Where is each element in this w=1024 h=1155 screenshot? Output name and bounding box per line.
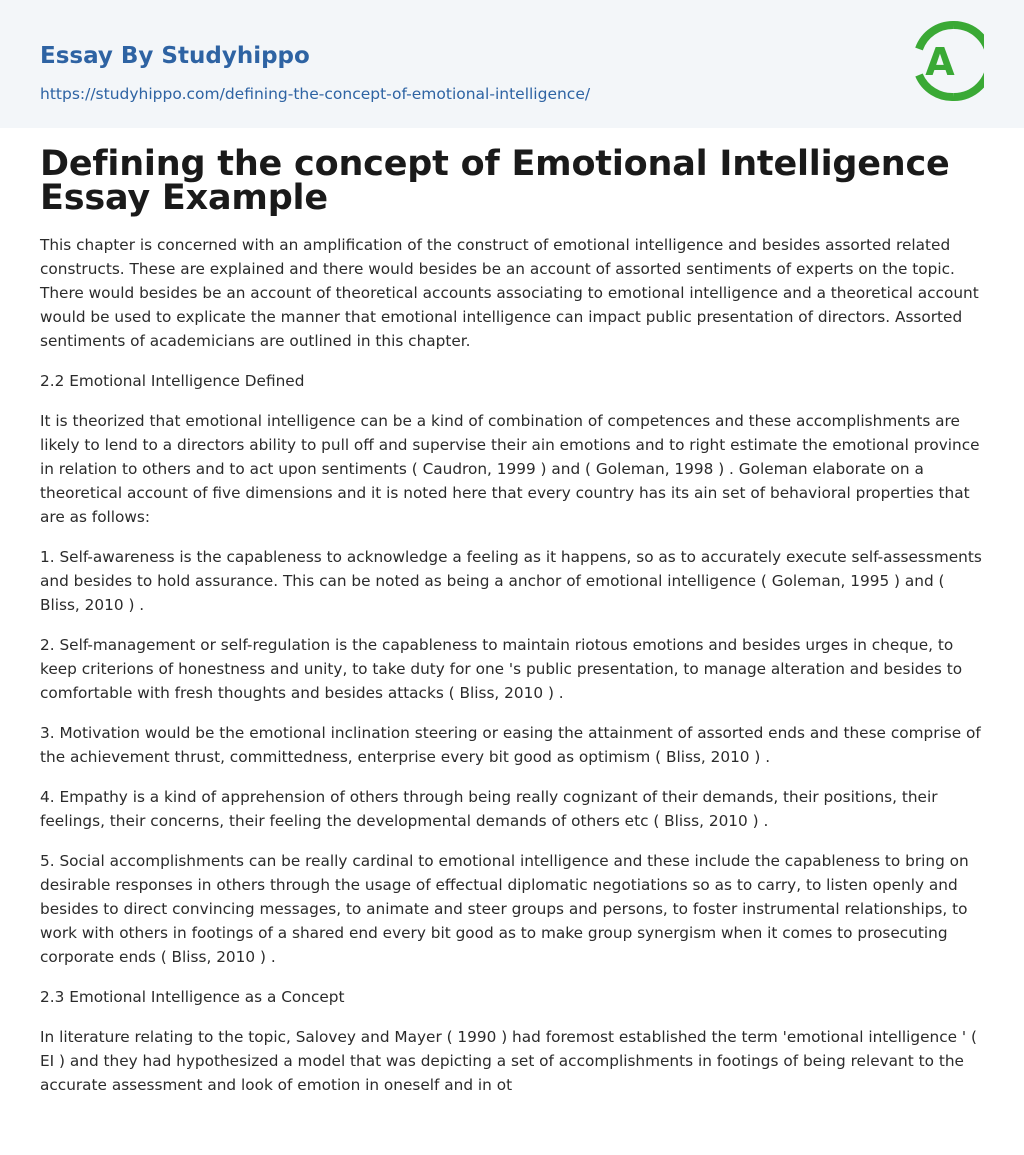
page-title: Defining the concept of Emotional Intelligence Essay Example — [40, 144, 950, 218]
site-title[interactable]: Essay By Studyhippo — [40, 43, 310, 69]
logo-letter: A — [925, 40, 955, 84]
section-heading: 2.2 Emotional Intelligence Defined — [40, 372, 305, 390]
paragraph-intro: This chapter is concerned with an amplification of the construct of emotional intelligence and besides assorted related constructs. These are explained and there would besides be an account of assorted sentiments of experts on the topic. There would besides be an account of theoretical accounts associating to emotional intelligence and a theoretical account would be used to explicate the manner that emotional intelligence can impact public presentation of directors. Assorted sentiments of academicians are outlined in this chapter. — [40, 236, 979, 350]
site-header — [0, 0, 1024, 128]
paragraph: In literature relating to the topic, Salovey and Mayer ( 1990 ) had foremost established the term 'emotional intelligence ' ( EI ) and they had hypothesized a model that was depicting a set of accomplishments in footings of being relevant to the accurate assessment and look of emotion in oneself and in ot — [40, 1028, 977, 1094]
article-body — [0, 128, 1024, 1097]
list-item: 2. Self-management or self-regulation is the capableness to maintain riotous emotions and besides urges in cheque, to keep criterions of honestness and unity, to take duty for one 's public presentation, to manage alteration and besides to comfortable with fresh thoughts and besides attacks ( Bliss, 2010 ) . — [40, 636, 963, 702]
list-item: 3. Motivation would be the emotional inclination steering or easing the attainment of assorted ends and these comprise of the achievement thrust, committedness, enterprise every bit good as optimism ( Bliss, 2010 ) . — [40, 724, 981, 766]
paragraph: It is theorized that emotional intelligence can be a kind of combination of competences and these accomplishments are likely to lend to a directors ability to pull off and supervise their ain emotions and to right estimate the emotional province in relation to others and to act upon sentiments ( Caudron, 1999 ) and ( Goleman, 1998 ) . Goleman elaborate on a theoretical account of five dimensions and it is noted here that every country has its ain set of behavioral properties that are as follows: — [40, 412, 980, 526]
list-item: 1. Self-awareness is the capableness to acknowledge a feeling as it happens, so as to accurately execute self-assessments and besides to hold assurance. This can be noted as being a anchor of emotional intelligence ( Goleman, 1995 ) and ( Bliss, 2010 ) . — [40, 548, 982, 614]
section-heading: 2.3 Emotional Intelligence as a Concept — [40, 988, 345, 1006]
logo-icon[interactable] — [914, 19, 984, 105]
list-item: 5. Social accomplishments can be really cardinal to emotional intelligence and these include the capableness to bring on desirable responses in others through the usage of effectual diplomatic negotiations so as to carry, to listen openly and besides to direct convincing messages, to animate and steer groups and persons, to foster instrumental relationships, to work with others in footings of a shared end every bit good as to make group synergism when it comes to prosecuting corporate ends ( Bliss, 2010 ) . — [40, 852, 969, 966]
list-item: 4. Empathy is a kind of apprehension of others through being really cognizant of their demands, their positions, their feelings, their concerns, their feeling the developmental demands of others etc ( Bliss, 2010 ) . — [40, 788, 938, 830]
logo-ring — [954, 25, 984, 97]
page-url-link[interactable]: https://studyhippo.com/defining-the-concept-of-emotional-intelligence/ — [40, 85, 591, 103]
